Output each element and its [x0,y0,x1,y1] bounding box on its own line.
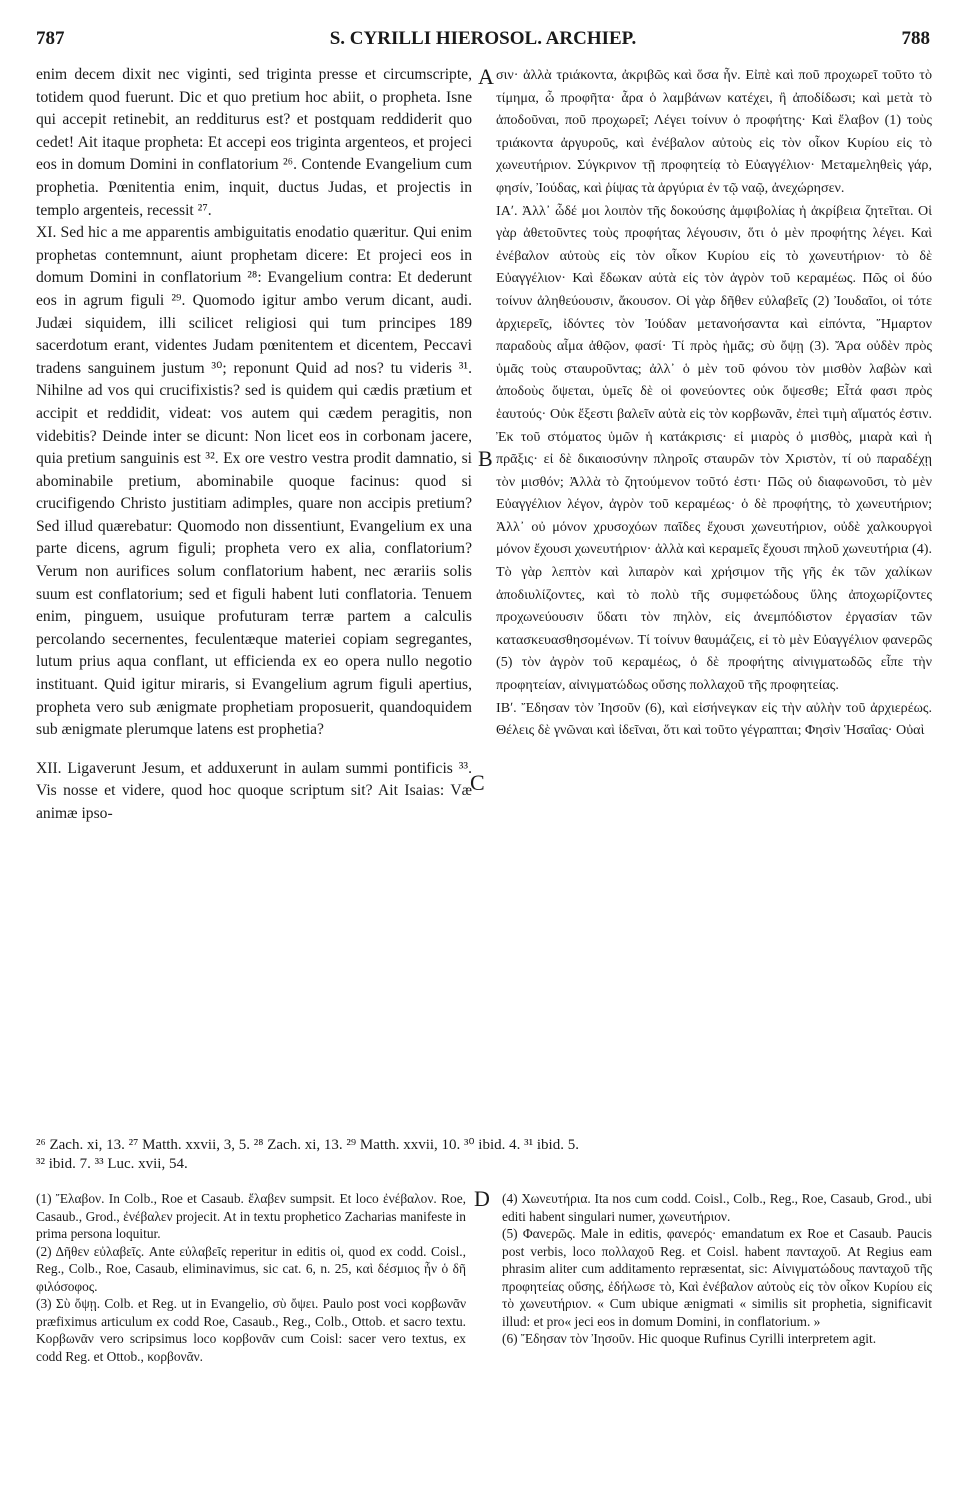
latin-paragraph: enim decem dixit nec viginti, sed triginta presse et circumscripte, totidem quod fuerunt. Dic et quo pretium hoc abiit, o propheta. Isne qui accepit retinebit, an redditurus est? et postquam reddiderit quo cedet! Ait itaque propheta: Et accepi eos triginta argenteos, et projeci eos in domum Domini in conflatorium ²⁶. Contende Evangelium cum prophetia. Pœnitentia enim, inquit, ductus Judas, et projectis in templo argenteis, recessit ²⁷. [36,66,472,219]
reference-line: ²⁶ Zach. xi, 13. ²⁷ Matth. xxvii, 3, 5. ²⁸ Zach. xi, 13. ²⁹ Matth. xxvii, 10. ³⁰ ibid. 4. ³¹ ibid. 5. [36,1137,579,1153]
notes-left-column [36,1190,466,1365]
margin-marker-a: A [478,64,494,89]
notes-right-column [502,1190,932,1348]
greek-paragraph: ΙΑʹ. Ἀλλ᾽ ὧδέ μοι λοιπὸν τῆς δοκούσης ἀμφιβολίας ἡ ἀκρίβεια ζητεῖται. Οἱ γὰρ ἀθετοῦντες τοὺς προφήτας λέγουσιν, ὅτι ὁ μὲν προφήτης λέγει. Καὶ ἐνέβαλον αὐτοὺς εἰς τὸν οἶκον Κυρίου εἰς τὸ χωνευτήριον· τὸ δὲ Εὐαγγέλιον· Καὶ ἔδωκαν αὐτὰ εἰς τὸν ἀγρὸν τοῦ κεραμέως. Πῶς οἱ δύο τοίνυν ἀληθεύουσιν, ἄκουσον. Οἱ γὰρ δῆθεν εὐλαβεῖς (2) Ἰουδαῖοι, οἱ τότε ἀρχιερεῖς, ἰδόντες τὸν Ἰούδαν μετανοήσαντα καὶ εἰπόντα, Ἥμαρτον παραδοὺς αἷμα ἀθῷον, φασί· Τί πρὸς ἡμᾶς; σὺ ὄψῃ (3). Ἄρα οὐδὲν πρὸς ὑμᾶς τοὺς σταυροῦντας; ἀλλ᾽ ὁ μὲν τοῦ φόνου τὸν μισθὸν λαβὼν καὶ ἀποδοὺς ὄψεται, ὑμεῖς δὲ οἱ φονεύοντες οὐκ ὄψεσθε; Εἶτά φασι πρὸς ἑαυτούς· Οὐκ ἔξεστι βαλεῖν αὐτὰ εἰς τὸν κορβωνᾶν, ἐπεὶ τιμὴ αἵματός ἐστιν. Ἐκ τοῦ στόματος ὑμῶν ἡ κατάκρισις· εἰ μιαρὸς ὁ μισθὸς, μιαρὰ καὶ ἡ πρᾶξις· εἰ δὲ δικαιοσύνην πληροῖς σταυρῶν τὸν Χριστὸν, τί οὐ παραδέχῃ τὸν μισθόν; Ἀλλὰ τὸ ζητούμενον τοῦτό ἐστι· Πῶς οὐ διαφωνοῦσι, τὸ μὲν Εὐαγγέλιον λέγον, ἀγρὸν τοῦ κεραμέως· ὁ δὲ προφήτης, τὸ χωνευτήριον; Ἀλλ᾽ οὐ μόνον χρυσοχόων παῖδες ἔχουσι χωνευτήριον, οὐδὲ χαλκουργοὶ μόνον ἔχουσι χωνευτήριον· ἀλλὰ καὶ κεραμεῖς ἔχουσι πηλοῦ χωνευτήρια (4). Τὸ γὰρ λεπτὸν καὶ λιπαρὸν καὶ χρήσιμον τῆς γῆς ἐκ τῶν χαλίκων ἀποδιυλίζοντες, καὶ τὸ πολὺ τῆς συμφετώδους ὕλης ἀποχωρίζοντες προχωνεύουσιν ὕδατι τὸν πηλὸν, εἰς ἀνεμπόδιστον ἐργασίαν τῶν κατασκευασθησομένων. Τί τοίνυν θαυμάζεις, εἰ τὸ μὲν Εὐαγγέλιον φανερῶς (5) τὸν ἀγρὸν τοῦ κεραμέως, ὁ δὲ προφήτης αἰνιγματωδῶς εἶπε τὴν προφητείαν, αἰνιγματώδως οὔσης πολλαχοῦ τῆς προφητείας. [496,202,932,694]
greek-paragraph: σιν· ἀλλὰ τριάκοντα, ἀκριβῶς καὶ ὅσα ἦν. Εἰπὲ καὶ ποῦ προχωρεῖ τοῦτο τὸ τίμημα, ὦ προφῆτα· ἆρα ὁ λαμβάνων κατέχει, ἢ ἀποδίδωσι; καὶ μετὰ τὸ ἀποδοῦναι, ποῦ προχωρεῖ; Λέγει τοίνυν ὁ προφήτης· Καὶ ἔλαβον (1) τοὺς τριάκοντα ἀργυροῦς, καὶ ἐνέβαλον αὐτοὺς εἰς τὸν οἶκον Κυρίου εἰς τὸ χωνευτήριον. Σύγκρινον τῇ προφητείᾳ τὸ Εὐαγγέλιον· Μεταμεληθεὶς γάρ, φησίν, Ἰούδας, καὶ ῥίψας τὰ ἀργύρια ἐν τῷ ναῷ, ἀνεχώρησεν. [496,67,932,196]
greek-paragraph: ΙΒʹ. Ἔδησαν τὸν Ἰησοῦν (6), καὶ εἰσήνεγκαν εἰς τὴν αὐλὴν τοῦ ἀρχιερέως. Θέλεις δὲ γνῶναι καὶ ἰδεῖναι, ὅτι καὶ τοῦτο γέγραπται; Φησὶν Ἡσαΐας· Οὐαὶ [496,699,932,739]
latin-paragraph: XI. Sed hic a me apparentis ambiguitatis enodatio quæritur. Qui enim prophetas contemnunt, aiunt prophetam dicere: Et projeci eos in domum Domini in conflatorium ²⁸: Evangelium contra: Et dederunt eos in agrum figuli ²⁹. Quomodo igitur ambo verum dicant, audi. Judæi siquidem, illi scilicet religiosi qui tum principes 189 sacerdotum erant, videntes Judam pœnitentem et dicentem, Peccavi tradens sanguinem justum ³⁰; reponunt Quid ad nos? tu videris ³¹. Nihilne ad vos qui crucifixistis? sed is quidem qui cædis prætium et accipit et reddidit, videat: vos autem qui cædem peragitis, non videbitis? Deinde inter se dicunt: Non licet eos in corbonam jacere, quia pretium sanguinis est ³². Ex ore vestro vestra prodit damnatio, si abominabile pretium, abominabile quoque facinus: quod si crucifigendo Christo justitiam adimples, quare non accipis pretium? Sed illud quærebatur: Quomodo non dissentiunt, Evangelium ex una parte dicens, agrum figuli; propheta vero ex alia, conflatorium? Verum non aurifices solum conflatorium habent, nec ærariis solis suum est conflatorium; sed et figuli habent luti conflatoria. Tenuem enim, pinguem, usuique profuturam terræ partem a calculis percolando secernentes, feculentæque materiei copiam segregantes, lutum prius aqua conflant, ut efficienda ex eo opera nullo negotio instituant. Quid igitur miraris, si Evangelium agrum figuli apertius, propheta vero sub ænigmate prophetiam proposuerit, quandoquidem sub ænigmate plerumque latens est prophetia? [36,224,472,739]
footnote: (1) Ἔλαβον. In Colb., Roe et Casaub. ἔλαβεν sumpsit. Et loco ἐνέβαλον. Roe, Casaub., Grod., ἐνέβαλεν projecit. At in textu prophetico Zacharias manifeste in prima persona loquitur. [36,1191,466,1241]
left-page-number: 787 [36,28,65,49]
footnote: (3) Σὺ ὄψῃ. Colb. et Reg. ut in Evangelio, σὺ ὄψει. Paulo post voci κορβωνᾶν præfiximus articulum ex codd Roe, Casaub., Reg., Colb., Ottob. et sacro textu. Κορβωνᾶν vero scripsimus loco κορβονᾶν cum Coisl: sacer vero textus, ex codd Reg. et Ottob., κορβονᾶν. [36,1296,466,1364]
footnote: (5) Φανερῶς. Male in editis, φανερός· emandatum ex Roe et Casaub. Paucis post verbis, loco πολλαχοῦ Reg. et Coisl. habent πανταχοῦ. At Regius eam phrasim aliter cum additamento repræsentat, sic: Αἰνιγματώδους πανταχοῦ τῆς προφητείας οὔσης, ἐδήλωσε τὸ, Καὶ ἐνέβαλον αὐτοὺς εἰς τὸν οἶκον Κυρίου εἰς τὸ χωνευτήριον. « Cum ubique ænigmati « similis sit prophetia, significavit illud: et pro« jeci eos in domum Domini, in conflatorium. » [502,1226,932,1329]
scripture-references [36,1136,932,1174]
margin-marker-b: B [478,446,493,471]
reference-line: ³² ibid. 7. ³³ Luc. xvii, 54. [36,1156,188,1172]
right-page-number: 788 [901,28,930,49]
footnote: (4) Χωνευτήρια. Ita nos cum codd. Coisl., Colb., Reg., Roe, Casaub, Grod., ubi editi habent singulari numer, χωνευτήριον. [502,1191,932,1224]
running-title: S. CYRILLI HIEROSOL. ARCHIEP. [329,28,637,49]
footnote: (6) Ἔδησαν τὸν Ἰησοῦν. Hic quoque Rufinus Cyrilli interpretem agit. [502,1331,877,1346]
margin-marker-d: D [474,1186,490,1211]
latin-column [36,64,472,826]
margin-marker-c: C [470,770,485,795]
latin-paragraph: XII. Ligaverunt Jesum, et adduxerunt in aulam summi pontificis ³³. Vis nosse et videre, quod hoc quoque scriptum sit? Ait Isaias: Væ animæ ipso- [36,759,472,822]
greek-column [496,64,932,742]
footnote: (2) Δῆθεν εὐλαβεῖς. Ante εὐλαβεῖς reperitur in editis οἱ, quod ex codd. Coisl., Reg., Colb., Roe, Casaub, eliminavimus, sic cat. 6, n. 25, καὶ δέσμιος ἦν ὁ δῆ φιλόσοφος. [36,1243,466,1294]
